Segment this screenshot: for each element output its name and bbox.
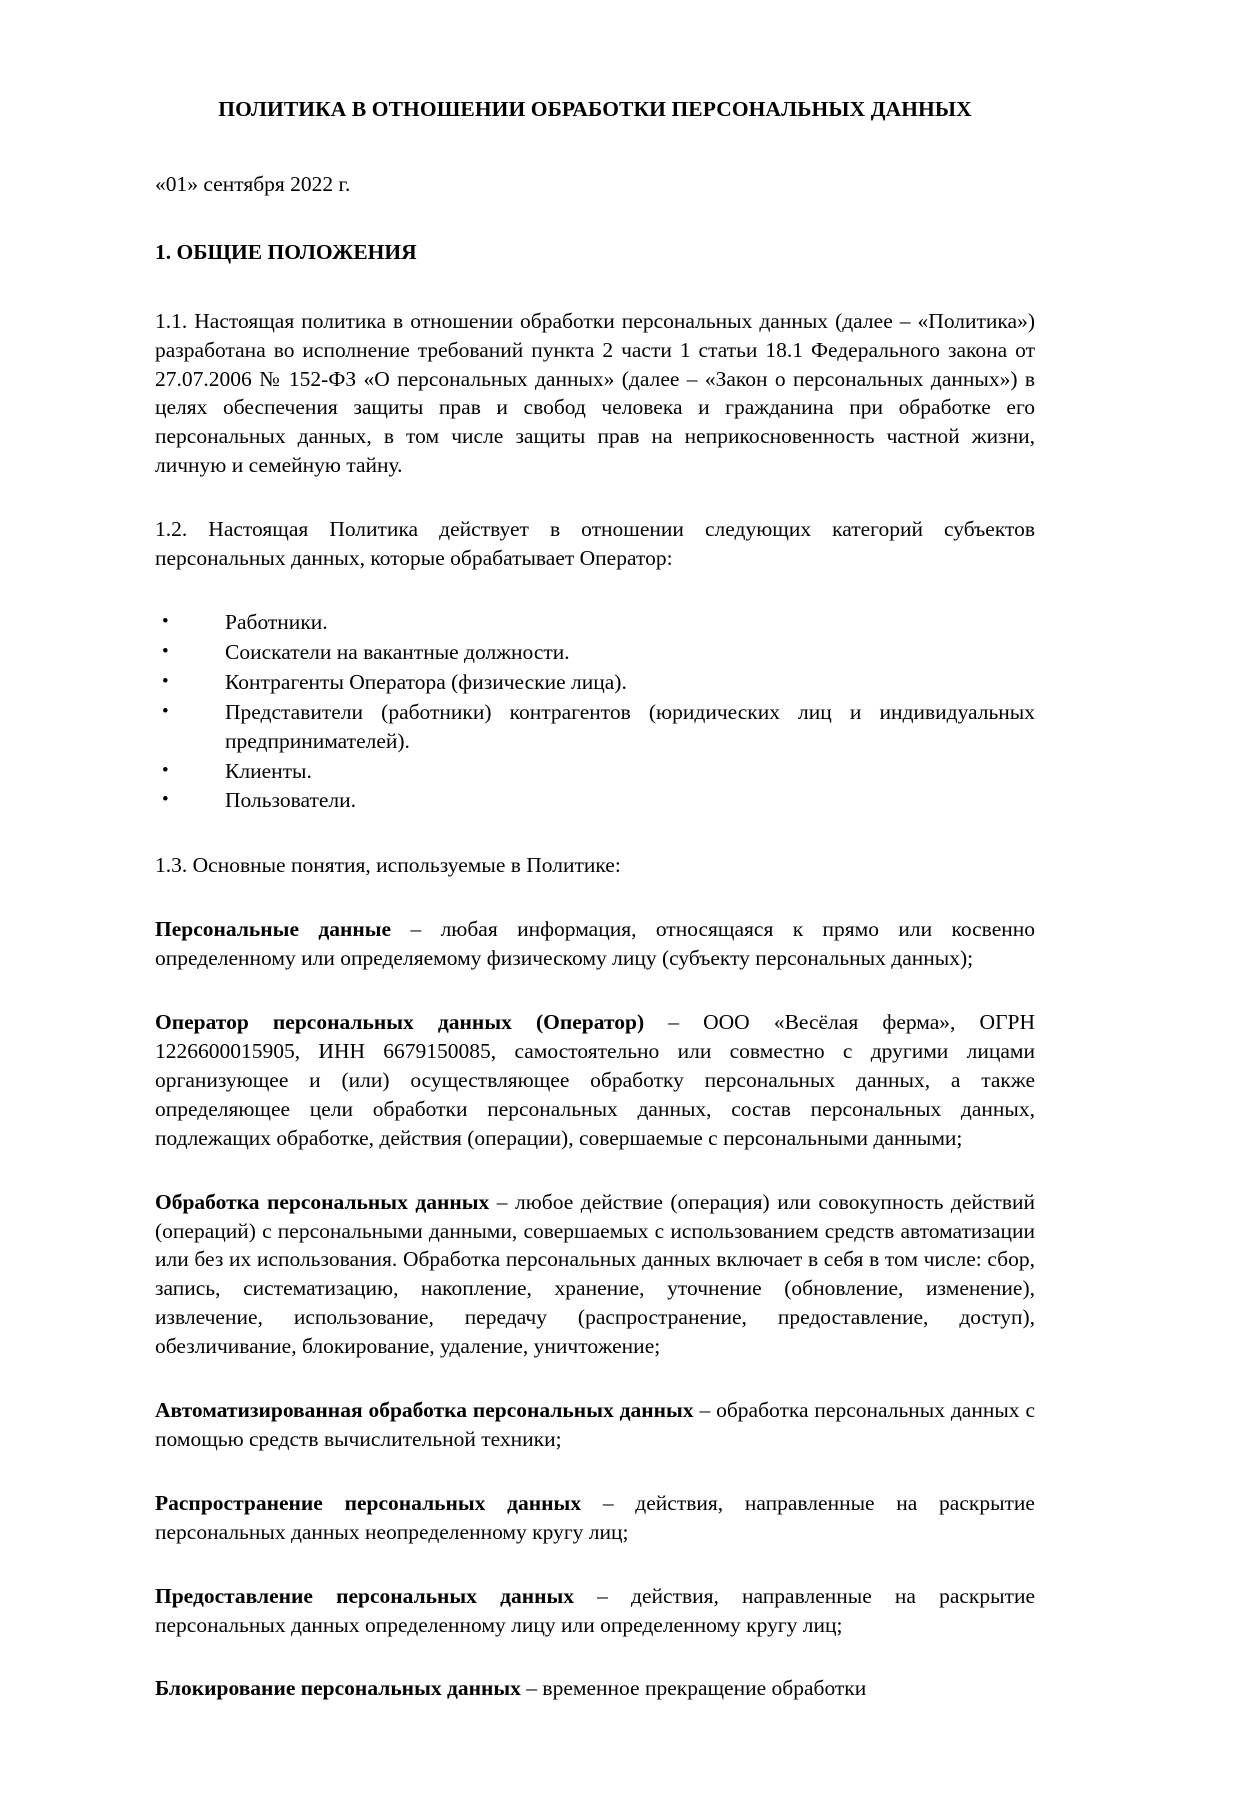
definition-body: – временное прекращение обработки — [520, 1676, 867, 1701]
definition-provision — [155, 1582, 1035, 1640]
definition-personal-data — [155, 915, 1035, 973]
definition-term: Предоставление персональных данных — [155, 1583, 575, 1608]
definition-body: – обработка персональных данных с помощью средств вычислительной техники; — [155, 1398, 1035, 1451]
page-title: ПОЛИТИКА В ОТНОШЕНИИ ОБРАБОТКИ ПЕРСОНАЛЬНЫХ ДАННЫХ — [218, 97, 972, 121]
list-item — [155, 668, 1035, 697]
definition-body: – любая информация, относящаяся к прямо или косвенно определенному или определяемому физическому лицу (субъекту персональных данных); — [155, 917, 1035, 971]
subject-categories-list — [155, 608, 1035, 815]
list-item-label: Соискатели на вакантные должности. — [225, 639, 570, 664]
definition-body: – любое действие (операция) или совокупность действий (операций) с персональными данными, совершаемых с использованием средств автоматизации или без их использования. Обработка персональных данных включает в себя в том числе: сбор, запись, систематизацию, накопление, хранение, уточнение (обновление, изменение), извлечение, использование, передачу (распространение, предоставление, доступ), обезличивание, блокирование, удаление, уничтожение; — [155, 1189, 1035, 1359]
section-heading-general-provisions: 1. ОБЩИЕ ПОЛОЖЕНИЯ — [155, 239, 417, 264]
definition-term: Автоматизированная обработка персональных данных — [155, 1398, 694, 1423]
definition-term: Обработка персональных данных — [155, 1189, 490, 1214]
definition-term: Оператор персональных данных (Оператор) — [155, 1010, 645, 1035]
paragraph-1-3: 1.3. Основные понятия, используемые в Политике: — [155, 853, 621, 878]
definition-term: Блокирование персональных данных — [155, 1676, 521, 1701]
definition-body: – действия, направленные на раскрытие персональных данных определенному лицу или определенному кругу лиц; — [155, 1583, 1035, 1637]
paragraph-1-1: 1.1. Настоящая политика в отношении обработки персональных данных (далее – «Политика») разработана во исполнение требований пункта 2 части 1 статьи 18.1 Федерального закона от 27.07.2006 № 152-ФЗ «О персональных данных» (далее – «Закон о персональных данных») в целях обеспечения защиты прав и свобод человека и гражданина при обработке его персональных данных, в том числе защиты прав на неприкосновенность частной жизни, личную и семейную тайну. — [155, 308, 1035, 478]
bullet-icon: • — [162, 640, 169, 662]
document-date: «01» сентября 2022 г. — [155, 171, 351, 196]
definition-body: – действия, направленные на раскрытие персональных данных неопределенному кругу лиц; — [155, 1490, 1035, 1544]
list-item — [155, 638, 1035, 667]
list-item — [155, 698, 1035, 756]
definition-dissemination — [155, 1489, 1035, 1547]
definition-processing — [155, 1188, 1035, 1361]
bullet-icon: • — [162, 670, 169, 692]
bullet-icon: • — [162, 611, 169, 632]
definition-term: Персональные данные — [155, 917, 392, 942]
list-item-label: Пользователи. — [225, 788, 357, 813]
list-item-label: Клиенты. — [225, 758, 312, 783]
definition-blocking — [155, 1674, 1035, 1703]
definition-automated-processing — [155, 1396, 1035, 1454]
definition-term: Распространение персональных данных — [155, 1490, 582, 1515]
list-item — [155, 786, 1035, 815]
list-item-label: Представители (работники) контрагентов (юридических лиц и индивидуальных предпринимателей). — [225, 699, 1035, 753]
bullet-icon: • — [162, 759, 169, 781]
list-item — [155, 608, 1035, 637]
definition-body: – ООО «Весёлая ферма», ОГРН 1226600015905, ИНН 6679150085, самостоятельно или совместно с другими лицами организующее и (или) осуществляющее обработку персональных данных, а также определяющее цели обработки персональных данных, состав персональных данных, подлежащих обработке, действия (операции), совершаемые с персональными данными; — [155, 1010, 1035, 1150]
list-item-label: Контрагенты Оператора (физические лица). — [225, 669, 627, 694]
bullet-icon: • — [162, 700, 169, 722]
list-item — [155, 757, 1035, 786]
definition-operator — [155, 1008, 1035, 1153]
paragraph-1-2: 1.2. Настоящая Политика действует в отношении следующих категорий субъектов персональных данных, которые обрабатывает Оператор: — [155, 517, 1035, 571]
list-item-label: Работники. — [225, 610, 328, 634]
bullet-icon: • — [162, 789, 169, 811]
